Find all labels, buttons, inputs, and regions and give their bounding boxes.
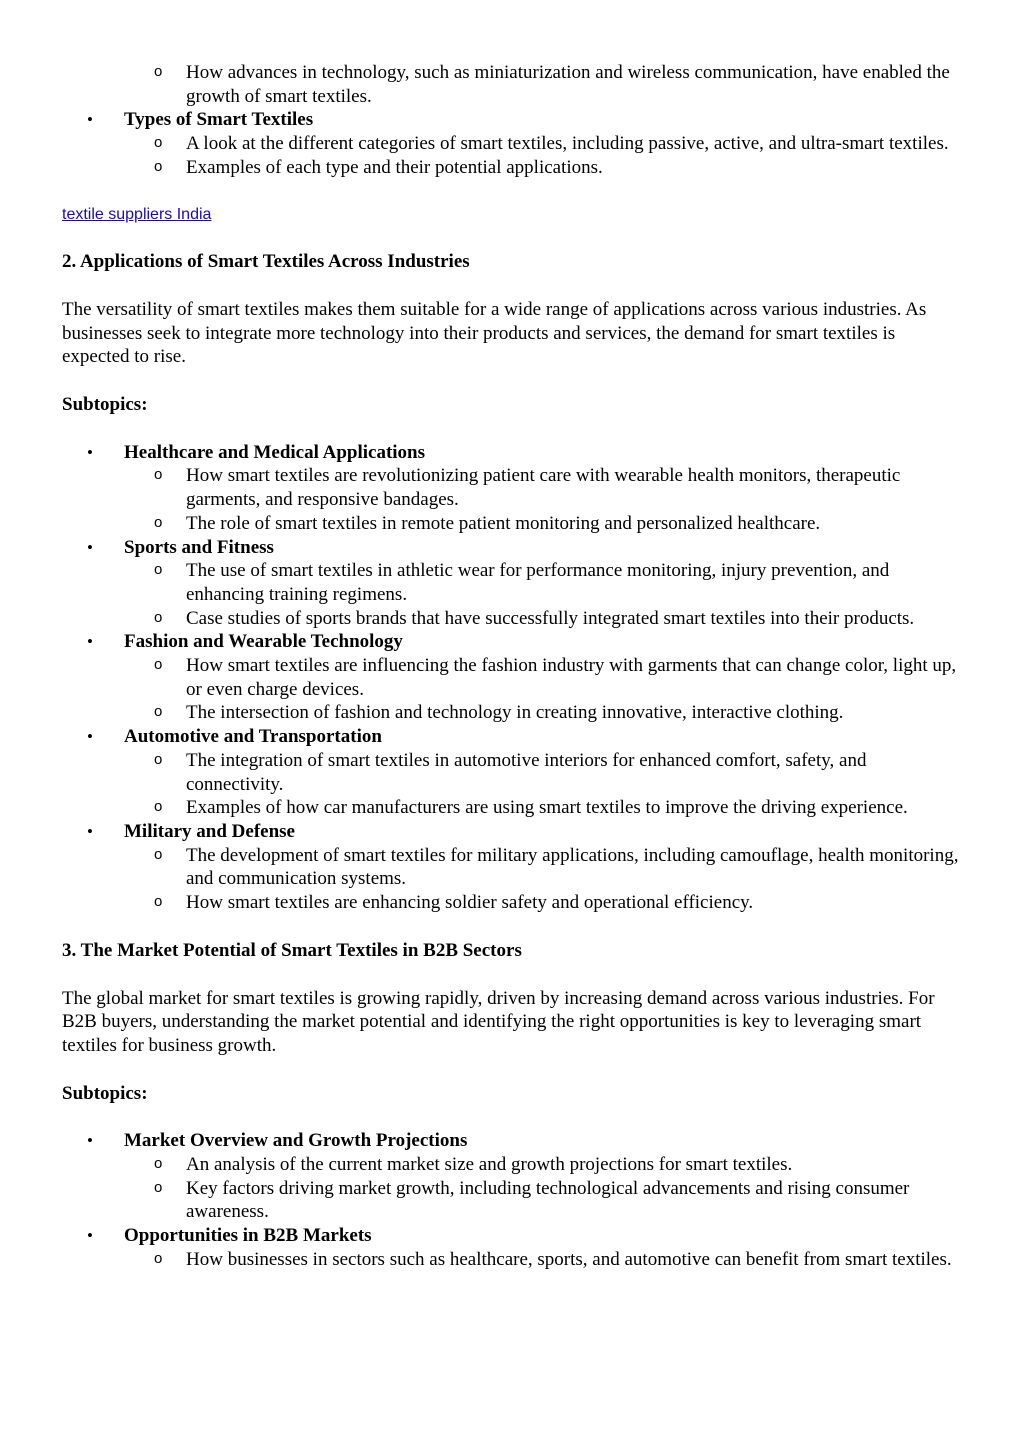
circle-bullet-icon: o — [154, 63, 163, 80]
list-item — [124, 701, 962, 725]
list-item — [62, 820, 962, 915]
circle-bullet-icon: o — [154, 466, 163, 484]
circle-bullet-icon: o — [154, 134, 163, 152]
sub-item-text: How smart textiles are enhancing soldier safety and operational efficiency. — [186, 892, 754, 914]
list-item — [62, 1224, 962, 1271]
bullet-icon: • — [87, 110, 93, 130]
section-3-bullet-list — [62, 1129, 962, 1271]
circle-bullet-icon: o — [154, 845, 163, 863]
list-item — [124, 156, 962, 180]
circle-bullet-icon: o — [154, 656, 163, 674]
section-2-paragraph: The versatility of smart textiles makes them suitable for a wide range of applications across various industries. As businesses seek to integrate more technology into their products and services, the demand for smart textiles is expected to rise. — [62, 298, 927, 368]
sublist — [124, 132, 962, 179]
circle-bullet-icon: o — [154, 513, 163, 531]
sublist — [124, 1153, 962, 1224]
sublist — [124, 559, 962, 630]
sub-item-text: The use of smart textiles in athletic wear for performance monitoring, injury prevention, and enhancing training regimens. — [186, 560, 890, 605]
document-page — [62, 61, 962, 1272]
circle-bullet-icon: o — [154, 157, 163, 175]
section-3-subtopics-label: Subtopics: — [62, 1082, 148, 1104]
sub-item-text: The development of smart textiles for military applications, including camouflage, health monitoring, and communication systems. — [186, 844, 959, 890]
sublist — [124, 464, 962, 535]
list-item — [62, 108, 962, 179]
circle-bullet-icon: o — [154, 893, 163, 911]
circle-bullet-icon: o — [154, 1249, 163, 1267]
sub-item-text: How advances in technology, such as miniaturization and wireless communication, have enabled the growth of smart textiles. — [186, 62, 950, 107]
bullet-title: Types of Smart Textiles — [124, 109, 314, 131]
bullet-title: Military and Defense — [124, 820, 295, 842]
bullet-title: Automotive and Transportation — [124, 726, 382, 748]
list-item — [124, 464, 962, 511]
sublist — [124, 1248, 962, 1272]
section-2-bullet-list — [62, 441, 962, 915]
list-item — [124, 607, 962, 631]
list-item — [124, 844, 962, 891]
bullet-icon: • — [87, 821, 93, 841]
list-item — [62, 725, 962, 820]
sub-item-text: How businesses in sectors such as healthcare, sports, and automotive can benefit from smart textiles. — [186, 1248, 952, 1270]
list-item — [124, 891, 962, 915]
circle-bullet-icon: o — [154, 1155, 163, 1173]
list-item — [62, 441, 962, 536]
circle-bullet-icon: o — [154, 798, 163, 816]
list-item — [62, 1129, 962, 1224]
circle-bullet-icon: o — [154, 1178, 163, 1196]
sub-item-text: How smart textiles are influencing the fashion industry with garments that can change color, light up, or even charge devices. — [186, 655, 957, 700]
list-item — [62, 61, 962, 108]
list-item — [124, 654, 962, 701]
sublist — [124, 749, 962, 820]
sub-item-text: Examples of each type and their potential applications. — [186, 156, 603, 178]
bullet-icon: • — [87, 537, 93, 557]
sub-item-text: The role of smart textiles in remote patient monitoring and personalized healthcare. — [186, 512, 821, 534]
list-item — [124, 132, 962, 156]
bullet-icon: • — [87, 727, 93, 747]
bullet-title: Sports and Fitness — [124, 536, 274, 558]
bullet-title: Healthcare and Medical Applications — [124, 441, 426, 463]
section-2-heading: 2. Applications of Smart Textiles Across Industries — [62, 251, 470, 273]
sub-item-text: How smart textiles are revolutionizing patient care with wearable health monitors, therapeutic garments, and responsive bandages. — [186, 465, 901, 511]
list-item — [62, 536, 962, 631]
circle-bullet-icon: o — [154, 561, 163, 579]
list-item — [62, 630, 962, 725]
section-3-paragraph: The global market for smart textiles is growing rapidly, driven by increasing demand across various industries. For B2B buyers, understanding the market potential and identifying the right opportunities is key to leveraging smart textiles for business growth. — [62, 987, 935, 1056]
bullet-icon: • — [87, 1226, 93, 1246]
circle-bullet-icon: o — [154, 608, 163, 626]
intro-continued-sublist — [62, 61, 962, 108]
list-item — [124, 796, 962, 820]
bullet-title: Market Overview and Growth Projections — [124, 1130, 468, 1152]
section-3-heading: 3. The Market Potential of Smart Textiles in B2B Sectors — [62, 939, 522, 961]
list-item — [124, 1248, 962, 1272]
bullet-title: Fashion and Wearable Technology — [124, 631, 403, 653]
circle-bullet-icon: o — [154, 703, 163, 721]
section-2-subtopics-label: Subtopics: — [62, 394, 148, 416]
sub-item-text: The intersection of fashion and technology in creating innovative, interactive clothing. — [186, 702, 844, 724]
sub-item-text: An analysis of the current market size and growth projections for smart textiles. — [186, 1154, 793, 1176]
bullet-title: Opportunities in B2B Markets — [124, 1225, 372, 1247]
list-item — [124, 1153, 962, 1177]
list-item — [124, 512, 962, 536]
bullet-icon: • — [87, 442, 93, 462]
intro-bullet-list — [62, 108, 962, 179]
sub-item-text: Key factors driving market growth, including technological advancements and rising consumer awareness. — [186, 1177, 910, 1223]
sublist — [124, 654, 962, 725]
list-item — [124, 749, 962, 796]
sub-item-text: Case studies of sports brands that have successfully integrated smart textiles into their products. — [186, 607, 915, 629]
list-item — [124, 559, 962, 606]
bullet-icon: • — [87, 632, 93, 652]
sub-item-text: Examples of how car manufacturers are using smart textiles to improve the driving experience. — [186, 797, 908, 819]
sub-item-text: The integration of smart textiles in automotive interiors for enhanced comfort, safety, and connectivity. — [186, 749, 867, 795]
sublist — [124, 844, 962, 915]
textile-suppliers-link[interactable]: textile suppliers India — [62, 205, 212, 223]
list-item — [124, 1177, 962, 1224]
bullet-icon: • — [87, 1131, 93, 1151]
sub-item-text: A look at the different categories of smart textiles, including passive, active, and ultra-smart textiles. — [186, 133, 949, 155]
circle-bullet-icon: o — [154, 750, 163, 768]
